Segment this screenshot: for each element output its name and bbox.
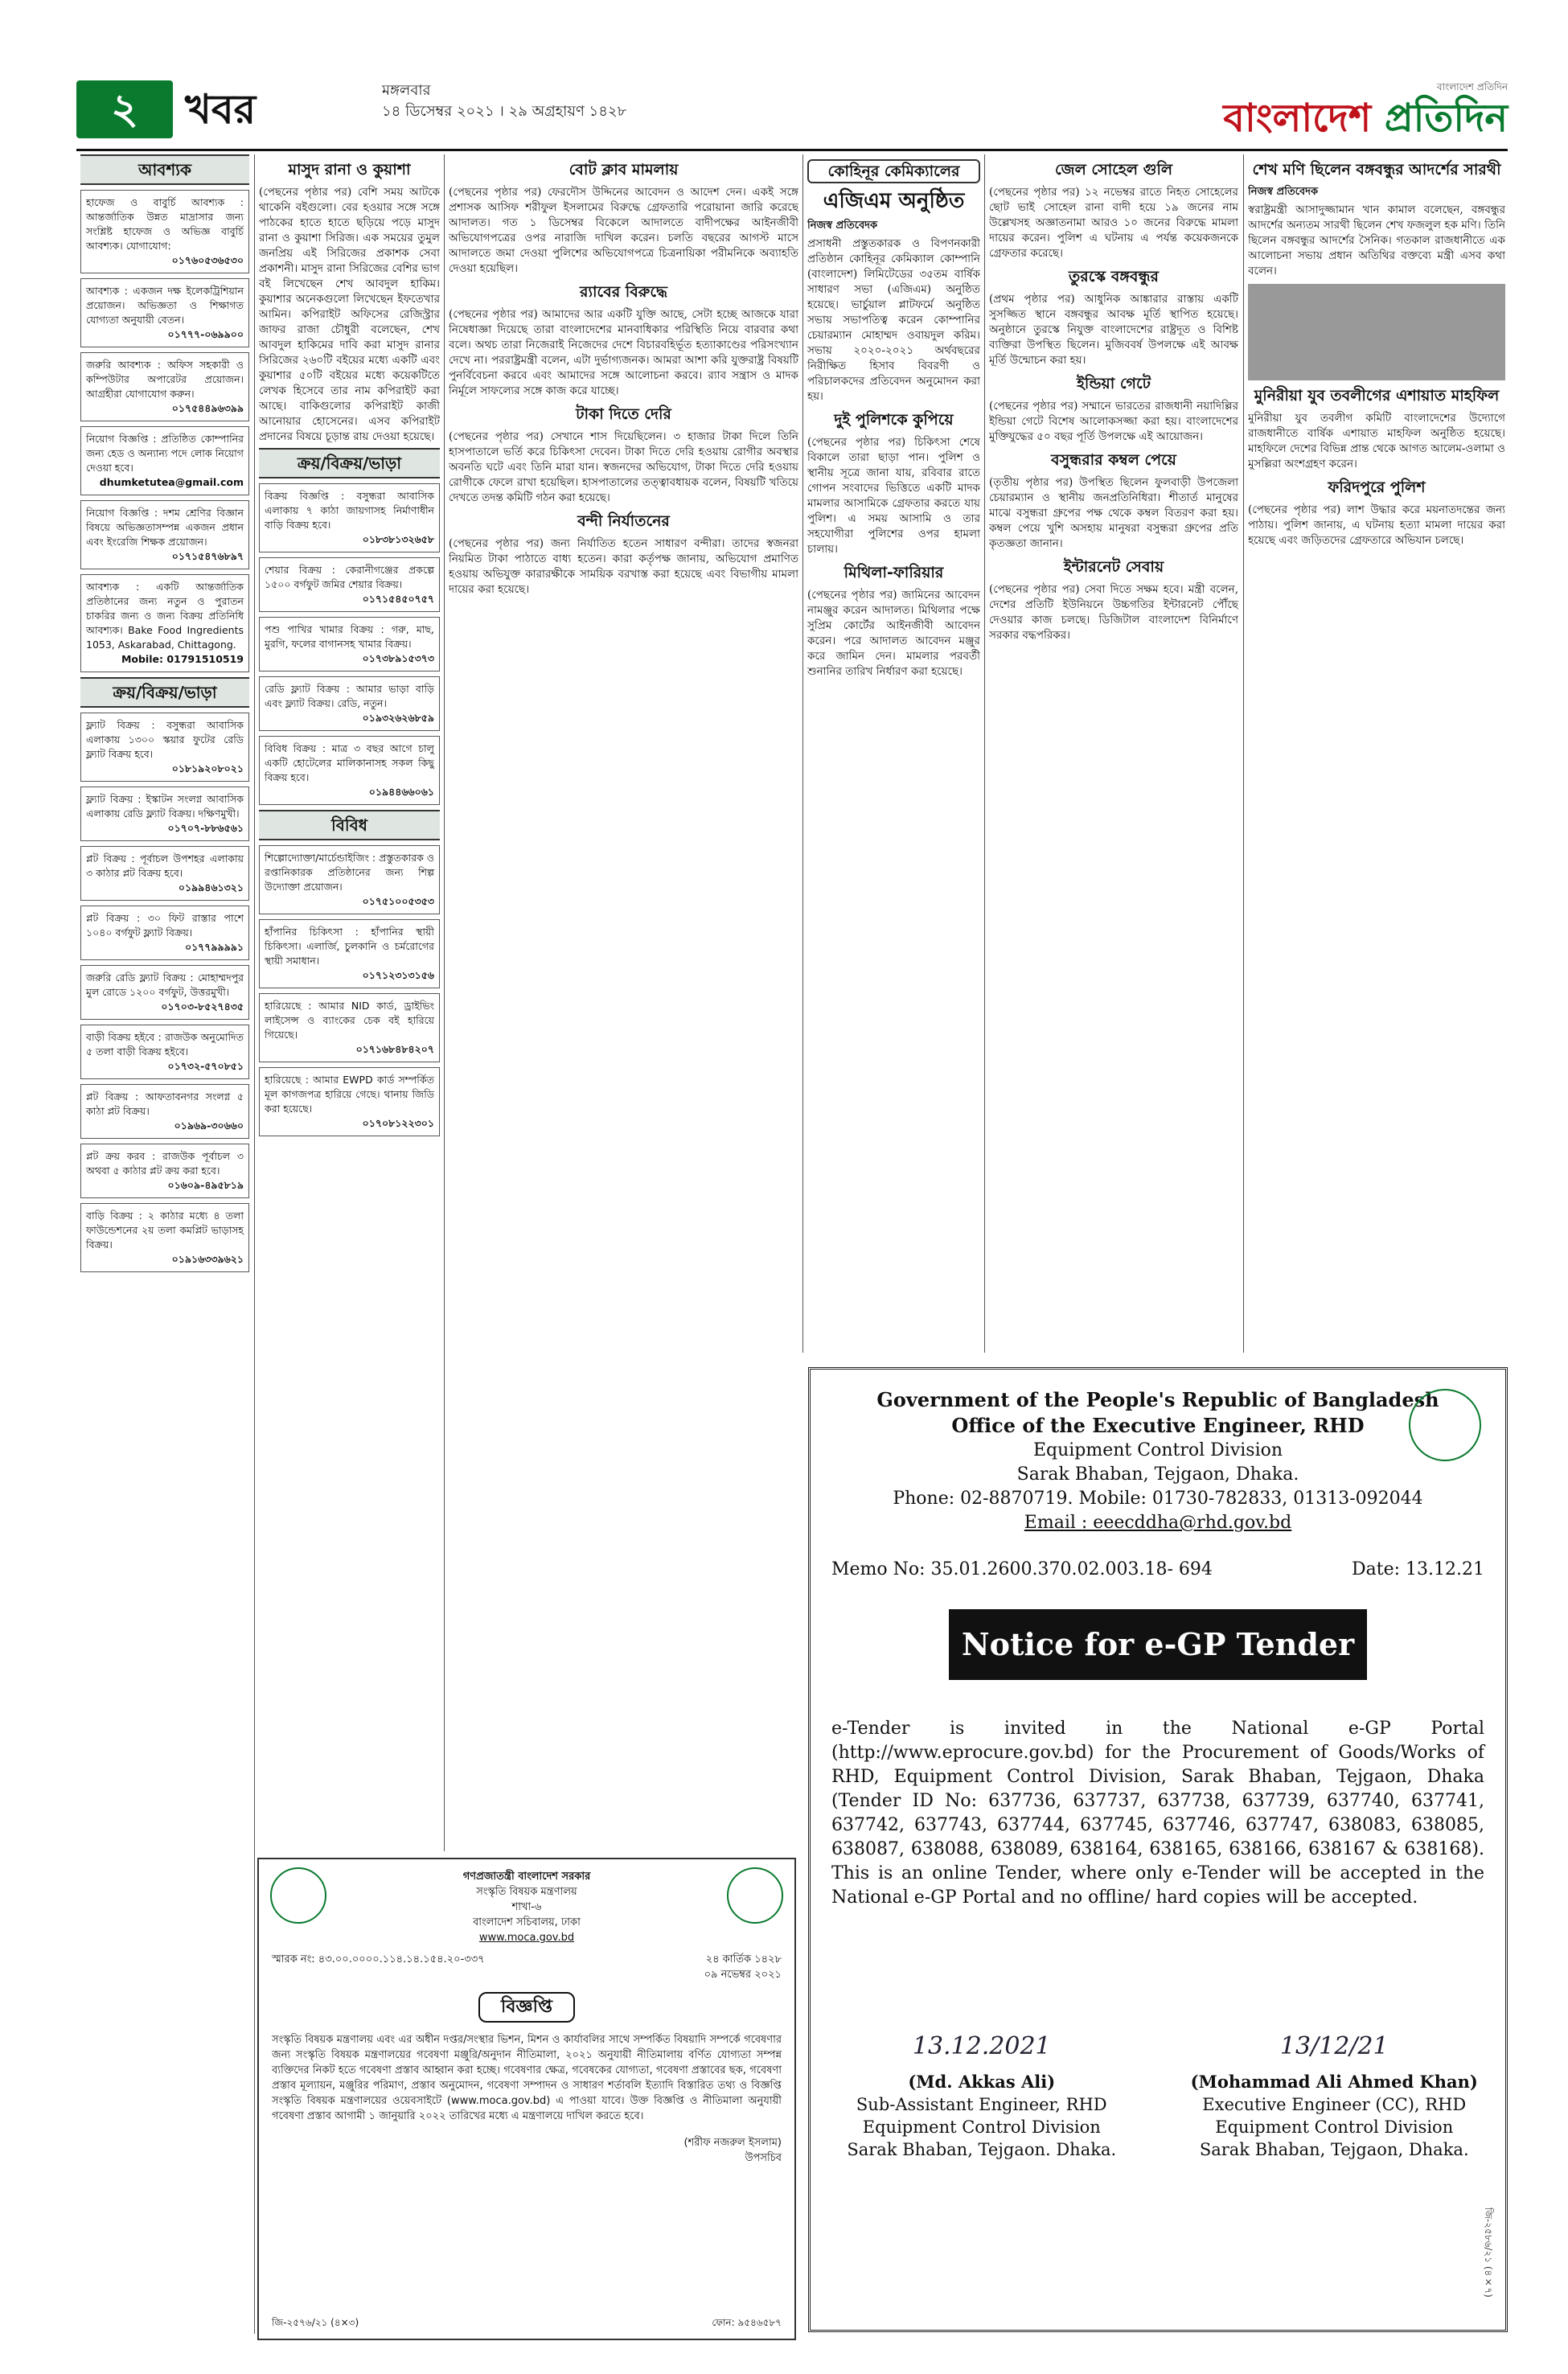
classified-ad-text: হারিয়েছে : আমার EWPD কার্ড সম্পর্কিত মূল কাগজপত্র হারিয়ে গেছে। থানায় জিডি করা হয়েছে। bbox=[265, 1074, 434, 1115]
classified-ad-text: বাড়ী বিক্রয় হইবে : রাজউক অনুমোদিত ৫ তলা বাড়ী বিক্রয় হইবে। bbox=[86, 1031, 244, 1058]
classified-ad-text: আবশ্যক : একটি আন্তর্জাতিক প্রতিষ্ঠানের জন্য নতুন ও পুরাতন চাকরির জন্য ও জন্য বিক্রয় প্রতিনিধি আবশ্যক। Bake Food Ingredients 1053, Askarabad, Chittagong. bbox=[86, 581, 244, 651]
page-number: ২ bbox=[111, 85, 138, 133]
classified-ad bbox=[80, 1084, 249, 1139]
tender-notice-title: Notice for e-GP Tender bbox=[949, 1609, 1367, 1680]
classified-ad-contact: ০১৭১৬৮৪৮৪২০৭ bbox=[355, 1043, 434, 1055]
brand-name bbox=[1223, 95, 1508, 142]
tender-memo-row bbox=[831, 1558, 1484, 1582]
classified-ad-contact: ০১৭০৮১২২৩০১ bbox=[362, 1117, 434, 1129]
classified-list-buysell bbox=[80, 713, 249, 1272]
headline-masud-rana: মাসুদ রানা ও কুয়াশা bbox=[288, 161, 411, 179]
mujib-100-logo bbox=[1409, 1389, 1481, 1461]
tender-signatures bbox=[831, 2023, 1484, 2161]
classified-ad-text: ফ্ল্যাট বিক্রয় : ইস্কাটন সংলগ্ন আবাসিক এলাকায় রেডি ফ্ল্যাট বিক্রয়। দক্ষিণমুখী। bbox=[86, 793, 244, 819]
classified-ad bbox=[259, 919, 440, 988]
classified-ad bbox=[80, 1203, 249, 1272]
article-bashundhara-blanket: (তৃতীয় পৃষ্ঠার পর) উপস্থিত ছিলেন ফুলবাড়ী উপজেলা চেয়ারম্যান ও স্থানীয় জনপ্রতিনিধিরা। শীতার্ত মানুষের মাঝে বসুন্ধরা গ্রুপের পক্ষ থেকে কম্বল বিতরণ করা হয়। কম্বল পেয়ে খুশি অসহায় মানুষরা বসুন্ধরা গ্রুপের প্রতি কৃতজ্ঞতা জানান। bbox=[989, 476, 1238, 550]
headline-boat-club: বোট ক্লাব মামলায় bbox=[569, 161, 679, 179]
classified-ad-contact: ০১৯৯৪৬১৩২১ bbox=[178, 881, 244, 893]
headline-turkey: তুরস্কে বঙ্গবন্ধুর bbox=[1069, 268, 1159, 285]
article-photo bbox=[1248, 284, 1505, 380]
classified-ad-contact: ০১৯৩২৬২৬৮৫৯ bbox=[362, 712, 434, 724]
classified-ad-contact: ০১৭৭৭-০৬৯৯০০ bbox=[167, 328, 244, 340]
classified-ad-contact: ০১৯১৬৩৩৯৬২১ bbox=[171, 1253, 244, 1265]
classified-ad bbox=[80, 426, 249, 495]
moca-signature bbox=[272, 2135, 782, 2166]
headline-bashundhara-blanket: বসুন্ধরার কম্বল পেয়ে bbox=[1051, 451, 1176, 469]
classified-ad-text: রেডি ফ্ল্যাট বিক্রয় : আমার ভাড়া বাড়ি এবং ফ্ল্যাট বিক্রয়। রেডি, নতুন। bbox=[265, 683, 434, 709]
headline-sheikh-moni: শেখ মণি ছিলেন বঙ্গবন্ধুর আদর্শের সারথী bbox=[1252, 161, 1501, 179]
headline-rab: র‌্যাবের বিরুদ্ধে bbox=[580, 283, 667, 301]
classified-ad bbox=[80, 190, 249, 273]
classifieds-column bbox=[80, 154, 249, 2326]
classified-ad bbox=[259, 845, 440, 914]
classified-ad-contact: ০১৯৪৪৬৬০৬১ bbox=[368, 786, 434, 798]
moca-website-link[interactable]: www.moca.gov.bd bbox=[478, 1932, 575, 1944]
classified-ad-text: হারিয়েছে : আমার NID কার্ড, ড্রাইভিং লাইসেন্স ও ব্যাংকের চেক বই হারিয়ে গিয়েছে। bbox=[265, 1000, 434, 1041]
classified-ad bbox=[80, 1025, 249, 1079]
headline-police: দুই পুলিশকে কুপিয়ে bbox=[834, 411, 954, 429]
masthead bbox=[76, 80, 1508, 145]
classified-ad bbox=[259, 736, 440, 805]
classified-ad-text: হাফেজ ও বাবুর্চি আবশ্যক : আন্তর্জাতিক উন্নত মাদ্রাসার জন্য সংশ্লিষ্ট হাফেজ ও অভিজ্ঞ বাবুর্চি আবশ্যক। যোগাযোগ: bbox=[86, 196, 244, 252]
moca-signer-title: উপসচিব bbox=[745, 2152, 782, 2164]
moca-signer: (শরীফ নজরুল ইসলাম) bbox=[683, 2137, 782, 2149]
classified-ad-contact: ০১৭০৩-৮৫২৭৪৩৫ bbox=[161, 1000, 244, 1012]
classifieds-header-buysell: ক্রয়/বিক্রয়/ভাড়া bbox=[80, 677, 249, 708]
column-3 bbox=[449, 154, 798, 1843]
article-faridpur: (পেছনের পৃষ্ঠার পর) লাশ উদ্ধার করে ময়নাতদন্তের জন্য পাঠায়। পুলিশ জানায়, এ ঘটনায় হত্যা মামলা দায়ের করা হয়েছে এবং জড়িতদের গ্রেফতারে অভিযান চলছে। bbox=[1248, 503, 1505, 547]
classified-ad-contact: ০১৭১৫৪৫০৭৫৭ bbox=[362, 593, 434, 605]
brand-name-part-2: প্রতিদিন bbox=[1384, 96, 1508, 141]
signer-address-2: Sarak Bhaban, Tejgaon, Dhaka. bbox=[1199, 2140, 1469, 2159]
classified-ad-contact: ০১৮৩৮১৩২৬৫৮ bbox=[362, 533, 434, 545]
headline-jail-sohel: জেল সোহেল গুলি bbox=[1054, 161, 1173, 179]
classified-list-misc bbox=[259, 845, 440, 1136]
column-4 bbox=[807, 154, 980, 1353]
brand-tag: বাংলাদেশ প্রতিদিন bbox=[1436, 81, 1508, 92]
classified-ad bbox=[80, 500, 249, 569]
classified-ad-contact: ০১৭৩৮৯১৫৩৭৩ bbox=[362, 652, 434, 664]
moca-gov: গণপ্রজাতন্ত্রী বাংলাদেশ সরকার bbox=[462, 1871, 591, 1883]
article-jail-sohel: (পেছনের পৃষ্ঠার পর) ১২ নভেম্বর রাতে নিহত সোহেলের ছোট ভাই সোহেল রানা বাদী হয়ে ১৯ জনের নাম উল্লেখসহ অজ্ঞাতনামা আরও ১০ জনের বিরুদ্ধে মামলা দায়ের করেন। পুলিশ এ ঘটনায় এ পর্যন্ত কয়েকজনকে গ্রেফতার করেছে। bbox=[989, 186, 1238, 260]
headline-internet: ইন্টারনেট সেবায় bbox=[1063, 558, 1164, 576]
byline-sheikh-moni: নিজস্ব প্রতিবেদক bbox=[1248, 186, 1319, 198]
classified-ad-text: বিক্রয় বিজ্ঞপ্তি : বসুন্ধরা আবাসিক এলাকায় ৭ কাঠা জায়গাসহ নির্মাণাধীন বাড়ি বিক্রয় হবে। bbox=[265, 490, 434, 531]
day: মঙ্গলবার bbox=[382, 82, 431, 99]
article-kohinoor: প্রসাধনী প্রস্তুতকারক ও বিপণনকারী প্রতিষ্ঠান কোহিনূর কেমিক্যাল কোম্পানি (বাংলাদেশ) লিমিটেডের ৩৫তম বার্ষিক সাধারণ সভা (এজিএম) অনুষ্ঠিত হয়েছে। ভার্চুয়াল প্লাটফর্মে অনুষ্ঠিত সভায় সভাপতিত্ব করেন কোম্পানির চেয়ারম্যান মোহাম্মদ ওবায়দুল করিম। সভায় ২০২০-২০২১ অর্থবছরের নিরীক্ষিত হিসাব বিবরণী ও পরিচালকদের প্রতিবেদন অনুমোদন করা হয়। bbox=[807, 237, 980, 403]
column-divider bbox=[444, 154, 445, 1851]
rhd-tender-notice bbox=[808, 1367, 1508, 2332]
section-name: খবর bbox=[185, 86, 257, 133]
masthead-rule bbox=[76, 149, 1508, 151]
brand-logo bbox=[1218, 80, 1508, 145]
headline-bondi-nirjaton: বন্দী নির্যাতনের bbox=[577, 512, 670, 530]
brand-name-part-1: বাংলাদেশ bbox=[1223, 96, 1385, 141]
column-divider bbox=[254, 154, 255, 2334]
column-6 bbox=[1248, 154, 1505, 1353]
moca-footer-phone: ফোন: ৯৫৪৬৫৮৭ bbox=[712, 2317, 782, 2328]
moca-dates bbox=[704, 1952, 782, 1982]
article-muniria: মুনিরীয়া যুব তবলীগ কমিটি বাংলাদেশের উদ্যোগে রাজধানীতে বার্ষিক এশায়াত মাহফিল অনুষ্ঠিত হয়েছে। মাহফিলে দেশের বিভিন্ন প্রান্ত থেকে আগত আলেম-ওলামা ও মুসল্লিরা অংশগ্রহণ করেন। bbox=[1248, 412, 1505, 470]
classified-ad-text: জরুরি রেডি ফ্ল্যাট বিক্রয় : মোহাম্মদপুর মুল রোডে ১২০০ বর্গফুট, উত্তরমুখী। bbox=[86, 971, 244, 998]
tender-phone: Phone: 02-8870719. Mobile: 01730-782833, 01313-092044 bbox=[893, 1489, 1423, 1509]
dateline bbox=[382, 80, 626, 122]
article-internet: (পেছনের পৃষ্ঠার পর) সেবা দিতে সক্ষম হবে। মন্ত্রী বলেন, দেশের প্রতিটি ইউনিয়নে উচ্চগতির ইন্টারনেট পৌঁছে দেওয়ার কাজ চলছে। ডিজিটাল বাংলাদেশ বিনির্মাণে সরকার বদ্ধপরিকর। bbox=[989, 583, 1238, 642]
classified-ad-text: প্লট বিক্রয় : ৩০ ফিট রাস্তার পাশে ১০৪০ বর্গফুট ফ্ল্যাট বিক্রয়। bbox=[86, 912, 244, 939]
moca-date-bangla: ২৪ কার্তিক ১৪২৮ bbox=[705, 1953, 782, 1965]
moca-footer-code: জি-২৫৭৬/২১ (৪×৩) bbox=[272, 2317, 359, 2328]
tender-ref-code: জি-২৫৮৬/২১ (৪×৭) bbox=[1483, 2208, 1494, 2298]
tender-date: Date: 13.12.21 bbox=[1352, 1559, 1484, 1579]
article-boat-club: (পেছনের পৃষ্ঠার পর) ফেরদৌস উদ্দিনের আবেদন ও আদেশ দেন। একই সঙ্গে প্রশাসক আসিফ শরীফুল ইসলামের বিরুদ্ধে গ্রেফতারি পরোয়ানা জারি করেছে আদালত। গত ১ ডিসেম্বর বিকেলে আদালতে বাদীপক্ষের আইনজীবী অভিযোগপত্রের ওপর নারাজি দাখিল করেন। চলতি বছরের আগস্ট মাসে আদালতে জমা দেওয়া পুলিশের অভিযোগপত্রে চিত্রনায়িকা পরীমনিকে অব্যাহতি দেওয়া হয়েছিল। bbox=[449, 186, 798, 275]
classified-ad bbox=[80, 1144, 249, 1198]
classifieds-header-wanted: আবশ্যক bbox=[80, 154, 249, 185]
classified-ad-contact: ০১৭১২৩১৩১৫৬ bbox=[362, 969, 434, 981]
tender-gov: Government of the People's Republic of Bangladesh bbox=[876, 1388, 1439, 1411]
moca-date-english: ০৯ নভেম্বর ২০২১ bbox=[704, 1969, 782, 1981]
classified-ad-text: প্লট ক্রয় করব : রাজউক পূর্বাচল ৩ অথবা ৫ কাঠার প্লট ক্রয় করা হবে। bbox=[86, 1150, 244, 1177]
classified-ad-text: আবশ্যক : একজন দক্ষ ইলেকট্রিশিয়ান প্রয়োজন। অভিজ্ঞতা ও শিক্ষাগত যোগ্যতা অনুযায়ী বেতন। bbox=[86, 285, 244, 326]
signer-title-1: Sub-Assistant Engineer, RHD bbox=[856, 2095, 1107, 2114]
govt-logo bbox=[727, 1867, 783, 1924]
column-divider bbox=[984, 154, 985, 1353]
headline-taka-dite-deri: টাকা দিতে দেরি bbox=[576, 405, 671, 423]
signature-date-1: 13.12.2021 bbox=[912, 2032, 1051, 2060]
article-sheikh-moni: স্বরাষ্ট্রমন্ত্রী আসাদুজ্জামান খান কামাল বলেছেন, বঙ্গবন্ধুর আদর্শের অন্যতম সারথী ছিলেন শেখ ফজলুল হক মণি। তিনি ছিলেন বঙ্গবন্ধুর আদর্শের সৈনিক। গতকাল রাজধানীতে এক আলোচনা সভায় প্রধান অতিথির বক্তব্যে মন্ত্রী এসব কথা বলেন। bbox=[1248, 203, 1505, 277]
classified-ad-contact: ০১৮১৯২০৮০২১ bbox=[171, 762, 244, 774]
moca-notice-title: বিজ্ঞপ্তি bbox=[478, 1992, 575, 2023]
article-taka-dite-deri: (পেছনের পৃষ্ঠার পর) সেখানে শাস দিয়েছিলেন। ৩ হাজার টাকা দিলে তিনি হাসপাতালে ভর্তি করে চিকিৎসা দেবেন। টাকা দিতে দেরি হওয়ায় রোগীর অবস্থার অবনতি ঘটে এবং তিনি মারা যান। স্বজনদের অভিযোগ, টাকা দিতে দেরি হওয়ায় রোগীকে ফেলে রাখা হয়েছিল। হাসপাতালের তত্ত্বাবধায়ক বলেন, বিষয়টি খতিয়ে দেখতে তদন্ত কমিটি গঠন করা হয়েছে। bbox=[449, 430, 798, 504]
signer-name-2: (Mohammad Ali Ahmed Khan) bbox=[1190, 2072, 1478, 2092]
classified-ad-contact: ০১৭৫১০০৫৩৫৩ bbox=[362, 895, 434, 907]
moca-notice bbox=[257, 1858, 796, 2340]
classified-ad bbox=[80, 713, 249, 782]
classified-ad bbox=[259, 557, 440, 612]
classified-list-col2 bbox=[259, 483, 440, 805]
article-bondi-nirjaton: (পেছনের পৃষ্ঠার পর) জন্য নির্যাতিত হতেন সাধারণ বন্দীরা। তাদের স্বজনরা নিয়মিত টাকা পাঠাতে বাধ্য হতেন। কারা কর্তৃপক্ষ জানায়, অভিযোগ প্রমাণিত হওয়ায় অভিযুক্ত কারারক্ষীকে সাময়িক বরখাস্ত করা হয়েছে এবং বিভাগীয় মামলা দায়ের করা হয়েছে। bbox=[449, 537, 798, 596]
classified-ad bbox=[259, 1067, 440, 1136]
classified-ad-text: পশু পাখির খামার বিক্রয় : গরু, মাছ, মুরগি, ফলের বাগানসহ খামার বিক্রয়। bbox=[265, 623, 434, 650]
classified-ad bbox=[259, 483, 440, 552]
signer-division-2: Equipment Control Division bbox=[1215, 2117, 1454, 2137]
classified-ad-contact: ০১৯৬৯-৩০৬৬০ bbox=[174, 1119, 244, 1132]
article-mithila: (পেছনের পৃষ্ঠার পর) জামিনের আবেদন নামঞ্জুর করেন আদালত। মিথিলার পক্ষে সুপ্রিম কোর্টের আইনজীবী আবেদন করেন। পরে আদালত আবেদন মঞ্জুর করে জামিন দেন। মামলার পরবর্তী শুনানির তারিখ নির্ধারণ করা হয়েছে। bbox=[807, 589, 980, 678]
classified-ad-contact: ০১৭৩২-৫৭০৮৫১ bbox=[167, 1060, 244, 1072]
classified-ad-contact: ০১৭১৫৪৭৬৮৯৭ bbox=[171, 550, 244, 562]
classified-ad bbox=[80, 574, 249, 672]
classified-ad-contact: ০১৭৫৪৪৯৬৩৯৯ bbox=[171, 402, 244, 414]
classified-ad-text: ফ্ল্যাট বিক্রয় : বসুন্ধরা আবাসিক এলাকায় ১৩০০ স্কয়ার ফুটের রেডি ফ্ল্যাট বিক্রয় হবে। bbox=[86, 719, 244, 760]
signer-title-2: Executive Engineer (CC), RHD bbox=[1202, 2095, 1467, 2114]
moca-body: সংস্কৃতি বিষয়ক মন্ত্রণালয় এবং এর অধীন দপ্তর/সংস্থার ভিশন, মিশন ও কার্যাবলির সাথে সম্পর্কিত বিষয়াদি সম্পর্কে গবেষণার জন্য সংস্কৃতি বিষয়ক মন্ত্রণালয়ের গবেষণা মঞ্জুরি/অনুদান নীতিমালা, ২০২১ অনুযায়ী নীতিমালায় বর্ণিত যোগ্যতা সম্পন্ন ব্যক্তিদের নিকট হতে গবেষণা প্রস্তাব আহ্বান করা হচ্ছে। গবেষণার ক্ষেত্র, গবেষকের যোগ্যতা, গবেষণা প্রস্তাবের ছক, গবেষণা প্রস্তাব মূল্যায়ন, মঞ্জুরির পরিমাণ, প্রস্তাব অনুমোদন, গবেষণা সম্পাদন ও সাধারণ শর্তাবলি ইত্যাদি বিস্তারিত তথ্য ও বিজ্ঞপ্তি সংস্কৃতি বিষয়ক মন্ত্রণালয়ের ওয়েবসাইটে (www.moca.gov.bd) এ পাওয়া যাবে। উক্ত বিজ্ঞপ্তি ও নীতিমালা অনুযায়ী গবেষণা প্রস্তাব আগামী ১ জানুয়ারি ২০২২ তারিখের মধ্যে এ মন্ত্রণালয়ে দাখিল করতে হবে। bbox=[272, 2034, 782, 2122]
column-divider bbox=[1243, 154, 1244, 1353]
classified-ad bbox=[80, 278, 249, 347]
signer-division-1: Equipment Control Division bbox=[862, 2117, 1101, 2137]
classified-ad bbox=[259, 617, 440, 672]
classified-ad bbox=[259, 993, 440, 1062]
tender-memo: Memo No: 35.01.2600.370.02.003.18- 694 bbox=[831, 1559, 1213, 1579]
classified-ad bbox=[80, 965, 249, 1020]
moca-memo: স্মারক নং: ৪৩.০০.০০০০.১১৪.১৪.১৫৪.২০-৩৩৭ bbox=[272, 1953, 485, 1965]
classified-ad bbox=[80, 846, 249, 901]
moca-branch: শাখা-৬ bbox=[511, 1901, 542, 1913]
classified-ad-text: বাড়ি বিক্রয় : ২ কাঠার মধ্যে ৪ তলা ফাউন্ডেশনের ২য় তলা কমপ্লিট ভাড়াসহ বিক্রয়। bbox=[86, 1210, 244, 1251]
headline-kohinoor-kicker: কোহিনূর কেমিক্যালের bbox=[807, 159, 980, 183]
signature-akkas-ali bbox=[831, 2023, 1132, 2161]
headline-mithila: মিথিলা-ফারিয়ার bbox=[844, 564, 944, 581]
byline-kohinoor: নিজস্ব প্রতিবেদক bbox=[807, 220, 878, 232]
headline-faridpur: ফরিদপুরে পুলিশ bbox=[1328, 478, 1426, 496]
tender-body: e-Tender is invited in the National e-GP Portal (http://www.eprocure.gov.bd) for the Procurement of Goods/Works of RHD, Equipment Control Division, Sarak Bhaban, Tejgaon, Dhaka (Tender ID No: 637736, 637737, 637738, 637739, 637740, 637741, 637742, 637743, 637744, 637745, 637746, 637747, 638083, 638085, 638087, 638088, 638089, 638164, 638165, 638166, 638167 & 638168). This is an online Tender, where only e-Tender will be accepted in the National e-GP Portal and no offline/ hard copies will be accepted. bbox=[831, 1719, 1484, 1908]
classified-ad-text: প্লট বিক্রয় : আফতাবনগর সংলগ্ন ৫ কাঠা প্লট বিক্রয়। bbox=[86, 1090, 244, 1117]
classified-ad-contact: ০১৭৭৯৯৯৯১ bbox=[184, 941, 244, 953]
classified-ad-text: নিয়োগ বিজ্ঞপ্তি : দশম শ্রেণির বিজ্ঞান বিষয়ে অভিজ্ঞতাসম্পন্ন একজন প্রধান এবং ইংরেজি শিক্ষক প্রয়োজন। bbox=[86, 507, 244, 548]
headline-muniria: মুনিরীয়া যুব তবলীগের এশায়াত মাহফিল bbox=[1254, 387, 1500, 405]
tender-address: Sarak Bhaban, Tejgaon, Dhaka. bbox=[1016, 1464, 1299, 1485]
column-2 bbox=[259, 154, 440, 1843]
column-divider bbox=[802, 154, 803, 1353]
classified-ad-contact: ০১৬০৯-৪৯৫৮১৯ bbox=[167, 1179, 244, 1191]
column-5 bbox=[989, 154, 1238, 1353]
column-2-header-buysell: ক্রয়/বিক্রয়/ভাড়া bbox=[259, 448, 440, 478]
classified-ad-text: বিবিধ বিক্রয় : মাত্র ৩ বছর আগে চালু একটি হোটেলের মালিকানাসহ সকল কিছু বিক্রয় হবে। bbox=[265, 742, 434, 783]
tender-email-link[interactable]: Email : eeecddha@rhd.gov.bd bbox=[1024, 1513, 1292, 1533]
signer-name-1: (Md. Akkas Ali) bbox=[908, 2072, 1056, 2092]
mujib-centenary-logo bbox=[270, 1867, 326, 1924]
signer-address-1: Sarak Bhaban, Tejgaon. Dhaka. bbox=[847, 2140, 1117, 2159]
classified-ad-contact: ০১৭০৭-৮৮৬৫৬১ bbox=[167, 822, 244, 834]
classified-ad-contact: dhumketutea@gmail.com bbox=[99, 476, 244, 488]
classified-ad-text: হাঁপানির চিকিৎসা : হাঁপানির স্থায়ী চিকিৎসা। এলার্জি, চুলকানি ও চর্মরোগের স্থায়ী সমাধান। bbox=[265, 926, 434, 967]
classified-ad-text: প্লট বিক্রয় : পূর্বাচল উপশহর এলাকায় ৩ কাঠার প্লট বিক্রয় হবে। bbox=[86, 852, 244, 879]
classified-ad bbox=[80, 906, 249, 960]
classified-ad-text: শেয়ার বিক্রয় : কেরানীগঞ্জের প্রকল্পে ১৫০০ বর্গফুট জমির শেয়ার বিক্রয়। bbox=[265, 564, 434, 590]
tender-division: Equipment Control Division bbox=[1032, 1440, 1283, 1460]
headline-india-gate: ইন্ডিয়া গেটে bbox=[1077, 375, 1151, 392]
moca-address: বাংলাদেশ সচিবালয়, ঢাকা bbox=[473, 1916, 581, 1928]
classified-ad-text: জরুরি আবশ্যক : অফিস সহকারী ও কম্পিউটার অপারেটর প্রয়োজন। আগ্রহীরা যোগাযোগ করুন। bbox=[86, 359, 244, 400]
classified-list-wanted bbox=[80, 190, 249, 672]
classified-ad-text: শিল্পোদ্যোক্তা/মার্চেন্ডাইজিং : প্রস্তুতকারক ও রপ্তানিকারক প্রতিষ্ঠানের জন্য শিল্প উদ্যোক্তা প্রয়োজন। bbox=[265, 852, 434, 893]
moca-memo-row bbox=[272, 1952, 782, 1982]
article-rab: (পেছনের পৃষ্ঠার পর) আমাদের আর একটি যুক্তি আছে, সেটা হচ্ছে আজকে যারা নিষেধাজ্ঞা দিয়েছে তারা বাংলাদেশের মানবাধিকার পরিস্থিতি নিয়ে বারবার কথা বলে। অথচ তারা নিজেরাই নিজেদের দেশে বিচারবহির্ভূত হত্যাকাণ্ডের পরিসংখ্যান দেখে না। পররাষ্ট্রমন্ত্রী বলেন, এটা দুর্ভাগ্যজনক। আমরা আশা করি যুক্তরাষ্ট্র বিষয়টি পুনর্বিবেচনা করবে এবং আমাদের সঙ্গে আলোচনা করবে। র‌্যাব সন্ত্রাস ও মাদক নির্মূলে সাফল্যের সঙ্গে কাজ করে যাচ্ছে। bbox=[449, 308, 798, 397]
article-police: (পেছনের পৃষ্ঠার পর) চিকিৎসা শেষে বিকালে তারা ছাড়া পান। পুলিশ ও স্থানীয় সূত্রে জানা যায়, রবিবার রাতে গোপন সংবাদের ভিত্তিতে একটি মাদক মামলার আসামিকে গ্রেফতার করতে যায় পুলিশ। এ সময় আসামি ও তার সহযোগীরা পুলিশের ওপর হামলা চালায়। bbox=[807, 436, 980, 556]
classified-ad bbox=[80, 352, 249, 421]
date: ১৪ ডিসেম্বর ২০২১ । ২৯ অগ্রহায়ণ ১৪২৮ bbox=[382, 103, 627, 120]
moca-ministry: সংস্কৃতি বিষয়ক মন্ত্রণালয় bbox=[476, 1886, 577, 1898]
classified-ad-text: নিয়োগ বিজ্ঞপ্তি : প্রতিষ্ঠিত কোম্পানির জন্য হেড ও অন্যান্য পদে লোক নিয়োগ দেওয়া হবে। bbox=[86, 433, 244, 474]
classified-ad bbox=[80, 787, 249, 841]
moca-footer bbox=[272, 2315, 782, 2331]
classified-ad-contact: Mobile: 01791510519 bbox=[121, 653, 244, 665]
signature-date-2: 13/12/21 bbox=[1279, 2032, 1389, 2060]
article-turkey: (প্রথম পৃষ্ঠার পর) আধুনিক আঙ্কারার রাস্তায় একটি সুসজ্জিত স্থানে বঙ্গবন্ধুর আবক্ষ মূর্তি স্থাপিত হয়েছে। অনুষ্ঠানে তুরস্কে নিযুক্ত বাংলাদেশের রাষ্ট্রদূত ও বিশিষ্ট ব্যক্তিরা উপস্থিত ছিলেন। মুজিববর্ষ উপলক্ষে এই আবক্ষ মূর্তি উন্মোচন করা হয়। bbox=[989, 293, 1238, 367]
signature-ali-ahmed-khan bbox=[1184, 2023, 1484, 2161]
article-india-gate: (পেছনের পৃষ্ঠার পর) সম্মানে ভারতের রাজধানী নয়াদিল্লির ইন্ডিয়া গেটে বিশেষ আলোকসজ্জা করা হয়। বাংলাদেশের মুক্তিযুদ্ধের ৫০ বছর পূর্তি উপলক্ষে এই আয়োজন। bbox=[989, 400, 1238, 443]
classified-ad-contact: ০১৭৬০৫৩৬৫৩০ bbox=[171, 254, 244, 266]
classified-ad bbox=[259, 676, 440, 731]
column-2-header-misc: বিবিধ bbox=[259, 810, 440, 840]
headline-kohinoor: এজিএম অনুষ্ঠিত bbox=[823, 189, 965, 213]
article-masud-rana: (পেছনের পৃষ্ঠার পর) বেশি সময় আটকে থাকেনি বইগুলো। বের হওয়ার সঙ্গে সঙ্গে পাঠকের হাতে হাতে ছড়িয়ে পড়ে মাসুদ রানা ও কুয়াশা সিরিজ। এক সময়ের তুমুল জনপ্রিয় এই সিরিজের প্রকাশক সেবা প্রকাশনী। মাসুদ রানা সিরিজের বেশির ভাগ বই লিখেছেন শেখ আবদুল হাকিম। কুয়াশার অনেকগুলো লিখেছেন ইফতেখার আমিন। কপিরাইট অফিসের রেজিস্ট্রার জাফর রাজা চৌধুরী বলেছেন, শেখ আবদুল হাকিমের দাবি করা মাসুদ রানার সিরিজের ২৬০টি বইয়ের মধ্যে একটি এবং কুয়াশার ৫০টি বইয়ের মধ্যে কয়েকটিতে লেখক হিসেবে তার নাম কপিরাইট করা আছে। বাকিগুলোর কপিরাইট কাজী আনোয়ার হোসেনের। এসব কপিরাইট প্রদানের বিষয়ে চূড়ান্ত রায় দেওয়া হয়েছে। bbox=[259, 186, 440, 443]
tender-office: Office of the Executive Engineer, RHD bbox=[951, 1414, 1365, 1437]
